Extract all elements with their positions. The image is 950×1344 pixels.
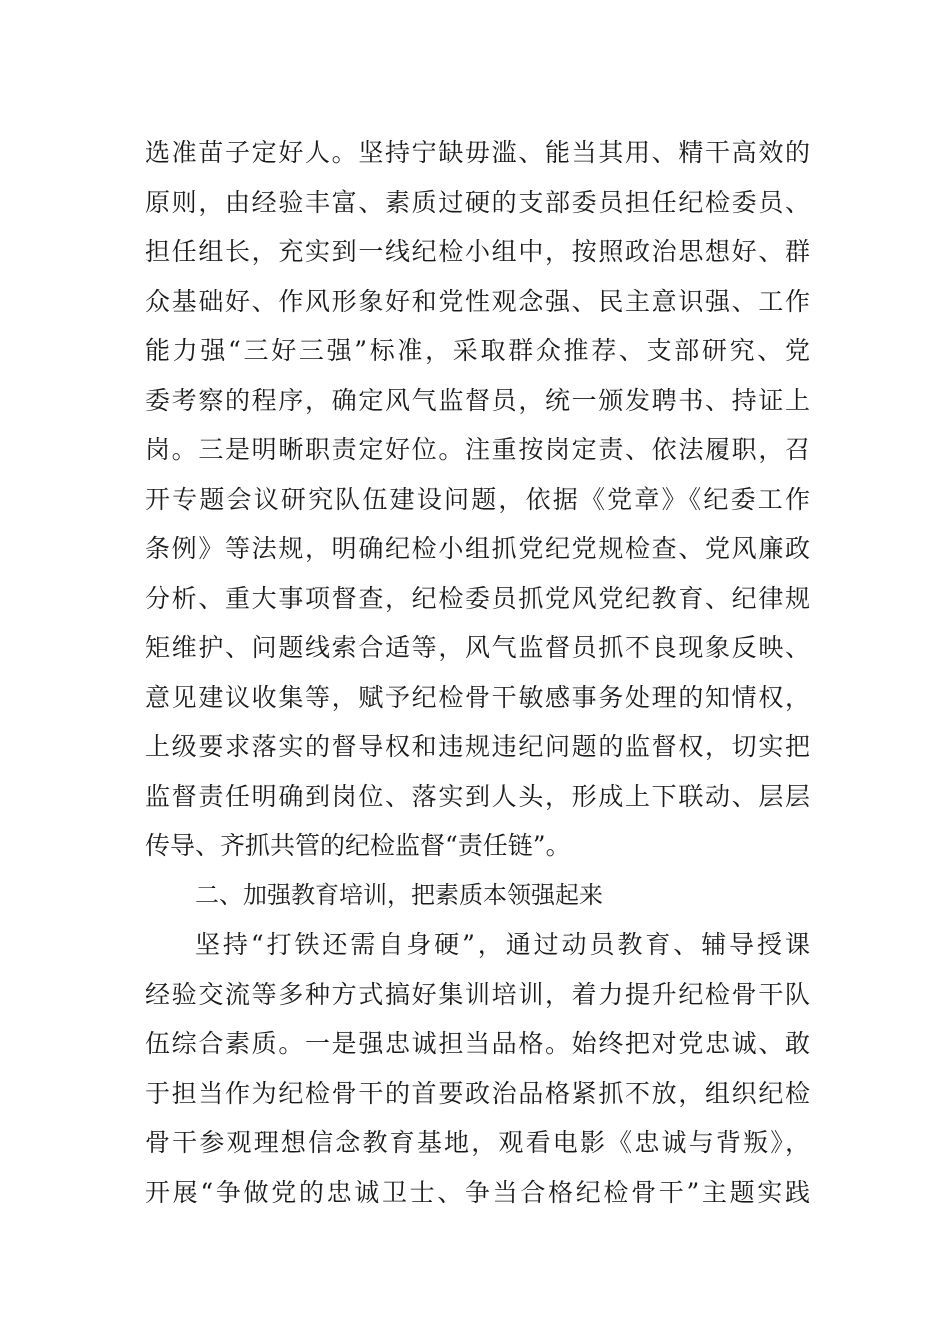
section-heading: 二、加强教育培训，把素质本领强起来 (195, 880, 603, 909)
document-body (145, 128, 810, 1217)
text-line: 担任组长，充实到一线纪检小组中，按照政治思想好、群 (145, 237, 810, 266)
text-line: 众基础好、作风形象好和党性观念强、民主意识强、工作 (145, 286, 810, 316)
text-line: 委考察的程序，确定风气监督员，统一颁发聘书、持证上 (145, 385, 810, 415)
text-line: 岗。三是明晰职责定好位。注重按岗定责、依法履职，召 (145, 435, 810, 464)
text-line: 于担当作为纪检骨干的首要政治品格紧抓不放，组织纪检 (145, 1078, 810, 1108)
text-line: 开专题会议研究队伍建设问题，依据《党章》《纪委工作 (145, 484, 810, 514)
text-line: 监督责任明确到岗位、落实到人头，形成上下联动、层层 (145, 781, 810, 811)
text-line: 意见建议收集等，赋予纪检骨干敏感事务处理的知情权， (145, 682, 810, 712)
text-line: 分析、重大事项督查，纪检委员抓党风党纪教育、纪律规 (145, 583, 810, 613)
text-line: 原则，由经验丰富、素质过硬的支部委员担任纪检委员、 (145, 187, 810, 217)
text-line: 伍综合素质。一是强忠诚担当品格。始终把对党忠诚、敢 (145, 1029, 810, 1058)
paragraph-start-line: 坚持“打铁还需自身硬”，通过动员教育、辅导授课 (195, 930, 810, 959)
text-line: 骨干参观理想信念教育基地，观看电影《忠诚与背叛》， (145, 1128, 810, 1157)
text-line: 开展“争做党的忠诚卫士、争当合格纪检骨干”主题实践 (145, 1177, 810, 1207)
text-line: 经验交流等多种方式搞好集训培训，着力提升纪检骨干队 (145, 979, 810, 1009)
text-line: 矩维护、问题线索合适等，风气监督员抓不良现象反映、 (145, 633, 810, 662)
text-line: 选准苗子定好人。坚持宁缺毋滥、能当其用、精干高效的 (145, 138, 810, 167)
text-line: 条例》等法规，明确纪检小组抓党纪党规检查、党风廉政 (145, 534, 810, 563)
text-line: 能力强“三好三强”标准，采取群众推荐、支部研究、党 (145, 336, 810, 365)
paragraph-end-line: 传导、齐抓共管的纪检监督“责任链”。 (145, 831, 571, 860)
text-line: 上级要求落实的督导权和违规违纪问题的监督权，切实把 (145, 732, 810, 761)
